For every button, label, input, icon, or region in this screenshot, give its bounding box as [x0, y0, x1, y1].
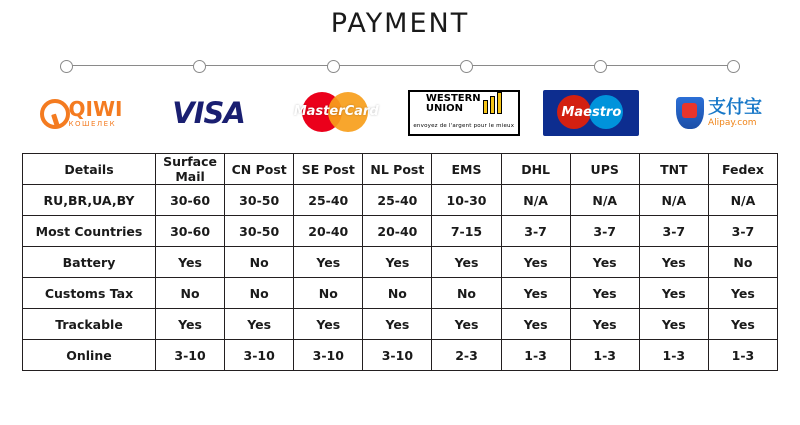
- table-cell: Yes: [708, 309, 777, 340]
- table-row: [23, 216, 778, 247]
- table-cell: 2-3: [432, 340, 501, 371]
- western-union-tagline: envoyez de l'argent pour le mieux: [413, 123, 515, 129]
- mastercard-brand-label: MasterCard: [293, 104, 379, 119]
- timeline-dot: [60, 60, 73, 73]
- table-cell: 3-10: [363, 340, 432, 371]
- qiwi-text: [68, 96, 123, 128]
- table-cell: Yes: [294, 247, 363, 278]
- table-cell: N/A: [570, 185, 639, 216]
- table-cell: No: [294, 278, 363, 309]
- alipay-logo: [660, 88, 778, 138]
- timeline-dot: [193, 60, 206, 73]
- shipping-table-wrap: [22, 153, 778, 371]
- table-cell: 30-50: [225, 216, 294, 247]
- table-cell: 30-60: [156, 216, 225, 247]
- table-cell: Yes: [570, 278, 639, 309]
- maestro-icon: [543, 90, 639, 136]
- table-cell: Yes: [570, 309, 639, 340]
- table-cell: 20-40: [363, 216, 432, 247]
- column-header: UPS: [570, 154, 639, 185]
- table-cell: No: [708, 247, 777, 278]
- alipay-text: [707, 96, 762, 128]
- table-cell: Yes: [225, 309, 294, 340]
- table-cell: No: [225, 247, 294, 278]
- western-union-line1: WESTERN: [425, 93, 481, 104]
- table-cell: Yes: [639, 278, 708, 309]
- western-union-line2: UNION: [425, 103, 463, 114]
- column-header: Surface Mail: [156, 154, 225, 185]
- timeline-dot: [460, 60, 473, 73]
- table-cell: 3-10: [156, 340, 225, 371]
- table-cell: N/A: [639, 185, 708, 216]
- row-header: Online: [23, 340, 156, 371]
- row-header: Trackable: [23, 309, 156, 340]
- timeline-dot: [594, 60, 607, 73]
- alipay-shield-icon: [676, 97, 704, 129]
- column-header: DHL: [501, 154, 570, 185]
- page-title: PAYMENT: [330, 8, 470, 39]
- qiwi-logo: [22, 88, 140, 138]
- table-cell: Yes: [156, 247, 225, 278]
- table-cell: Yes: [639, 247, 708, 278]
- table-cell: 1-3: [570, 340, 639, 371]
- table-cell: 1-3: [501, 340, 570, 371]
- table-cell: N/A: [708, 185, 777, 216]
- table-cell: Yes: [501, 278, 570, 309]
- alipay-logo-inner: [676, 97, 762, 129]
- table-header-row: [23, 154, 778, 185]
- table-cell: 30-50: [225, 185, 294, 216]
- alipay-brand-label: 支付宝: [707, 96, 762, 118]
- table-cell: 3-10: [225, 340, 294, 371]
- alipay-domain-label: Alipay.com: [707, 117, 757, 128]
- table-cell: 7-15: [432, 216, 501, 247]
- table-row: [23, 309, 778, 340]
- column-header: SE Post: [294, 154, 363, 185]
- table-row: [23, 247, 778, 278]
- table-cell: No: [363, 278, 432, 309]
- table-cell: No: [156, 278, 225, 309]
- shipping-table-head: [23, 154, 778, 185]
- visa-logo: [150, 88, 268, 138]
- table-cell: N/A: [501, 185, 570, 216]
- row-header: Battery: [23, 247, 156, 278]
- western-union-top: [410, 94, 518, 114]
- row-header: Customs Tax: [23, 278, 156, 309]
- shipping-table: [22, 153, 778, 371]
- column-header: CN Post: [225, 154, 294, 185]
- column-header: TNT: [639, 154, 708, 185]
- table-cell: Yes: [432, 247, 501, 278]
- table-cell: 1-3: [708, 340, 777, 371]
- table-cell: Yes: [156, 309, 225, 340]
- qiwi-subtitle-label: КОШЕЛЕК: [68, 119, 117, 128]
- timeline-dot: [727, 60, 740, 73]
- maestro-brand-label: Maestro: [561, 105, 622, 120]
- payment-logo-row: [22, 85, 778, 141]
- table-cell: 3-7: [708, 216, 777, 247]
- table-cell: 25-40: [363, 185, 432, 216]
- table-cell: 3-7: [639, 216, 708, 247]
- shipping-table-body: [23, 185, 778, 371]
- table-cell: Yes: [363, 309, 432, 340]
- timeline: [60, 57, 740, 75]
- western-union-words: [426, 94, 481, 114]
- western-union-bars-icon: [483, 94, 502, 114]
- qiwi-logo-inner: [40, 96, 123, 128]
- column-header: Fedex: [708, 154, 777, 185]
- table-row: [23, 185, 778, 216]
- maestro-logo: [532, 88, 650, 138]
- table-cell: Yes: [432, 309, 501, 340]
- table-cell: 1-3: [639, 340, 708, 371]
- table-cell: 3-7: [501, 216, 570, 247]
- western-union-logo: [405, 88, 523, 138]
- table-cell: Yes: [639, 309, 708, 340]
- mastercard-logo: [277, 88, 395, 138]
- timeline-dots: [60, 57, 740, 75]
- table-cell: 10-30: [432, 185, 501, 216]
- table-cell: No: [432, 278, 501, 309]
- table-cell: Yes: [501, 309, 570, 340]
- table-cell: 25-40: [294, 185, 363, 216]
- qiwi-brand-label: QIWI: [68, 96, 123, 121]
- western-union-icon: [408, 90, 520, 136]
- column-header: EMS: [432, 154, 501, 185]
- column-header: NL Post: [363, 154, 432, 185]
- table-cell: Yes: [570, 247, 639, 278]
- table-cell: Yes: [363, 247, 432, 278]
- mastercard-icon: [288, 90, 384, 136]
- table-cell: 3-7: [570, 216, 639, 247]
- table-cell: No: [225, 278, 294, 309]
- table-cell: 20-40: [294, 216, 363, 247]
- table-row: [23, 340, 778, 371]
- qiwi-icon: [40, 99, 66, 127]
- visa-brand-label: VISA: [172, 96, 245, 130]
- timeline-dot: [327, 60, 340, 73]
- row-header: Most Countries: [23, 216, 156, 247]
- row-header: RU,BR,UA,BY: [23, 185, 156, 216]
- table-cell: Yes: [294, 309, 363, 340]
- table-cell: Yes: [501, 247, 570, 278]
- column-header: Details: [23, 154, 156, 185]
- table-cell: 30-60: [156, 185, 225, 216]
- table-row: [23, 278, 778, 309]
- table-cell: 3-10: [294, 340, 363, 371]
- table-cell: Yes: [708, 278, 777, 309]
